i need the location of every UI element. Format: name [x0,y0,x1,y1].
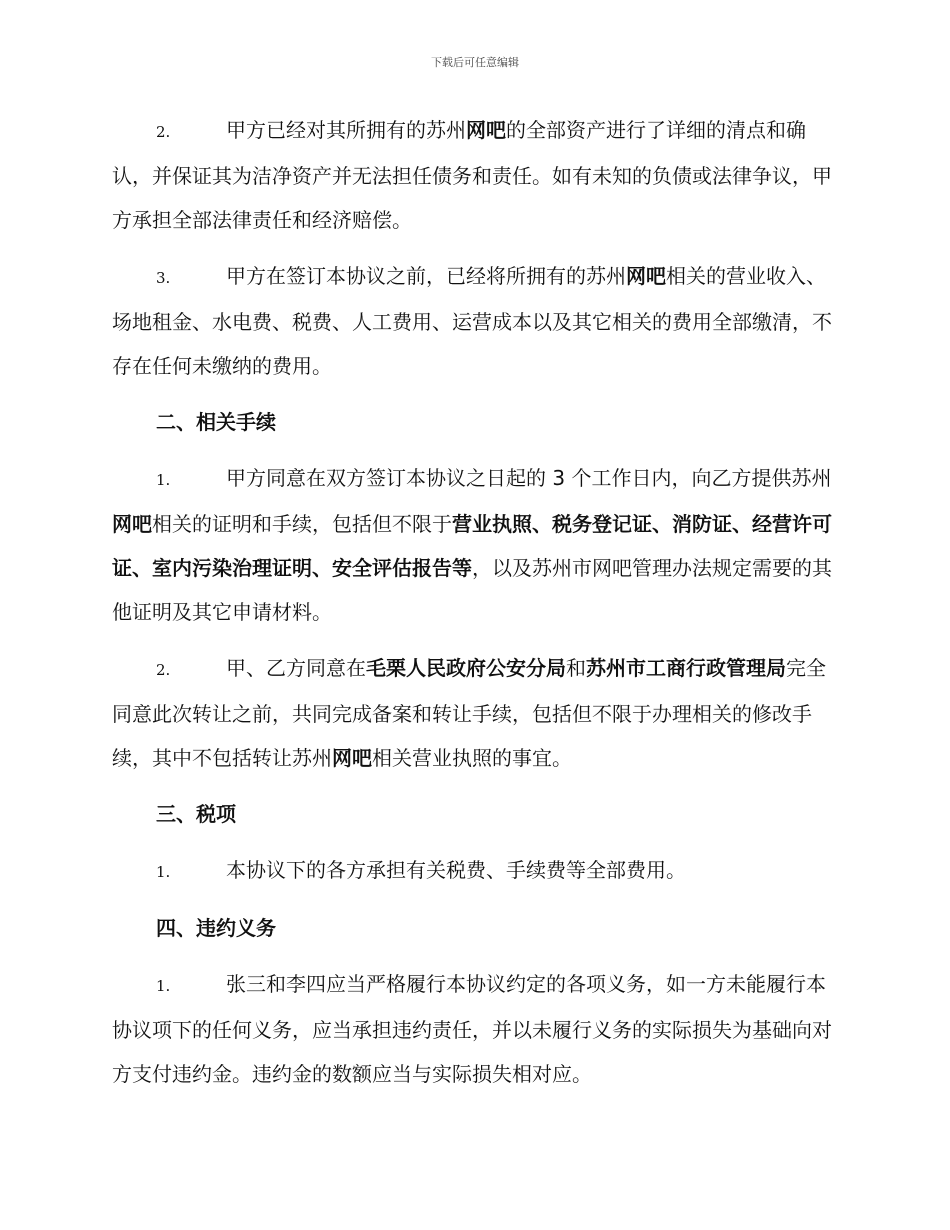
page-header: 下载后可任意编辑 [431,56,519,69]
clause-number: 1. [156,977,171,995]
bold-term: 营业执照、税务登记证、消防证、经营许可证、室内污染治理证明、安全评估报告等 [112,512,832,580]
clause-text: 相关营业执照的事宜。 [372,746,572,770]
clause-text: 甲方同意在双方签订本协议之日起的 3 个工作日内，向乙方提供苏州 [226,466,832,490]
clause-text: 甲方已经对其所拥有的苏州 [226,118,466,142]
clause-2-1 [112,456,838,634]
clause-text: 相关的营业收入、场地租金、水电费、税费、人工费用、运营成本以及其它相关的费用全部缴清，不存在任何未缴纳的费用。 [112,264,832,378]
clause-text: 本协议下的各方承担有关税费、手续费等全部费用。 [226,858,686,882]
clause-number: 2. [156,123,171,141]
bold-term: 苏州市工商行政管理局 [586,656,786,680]
clause-2-2 [112,646,838,780]
clause-number: 3. [156,269,171,287]
clause-text: ，以及苏州市网吧管理办法规定需要的其他证明及其它申请材料。 [112,556,832,624]
clause-1-2 [112,108,838,242]
clause-3-1 [112,848,838,894]
bold-term: 毛栗人民政府公安分局 [366,656,566,680]
bold-term: 网吧 [332,746,372,770]
clause-text: 完全同意此次转让之前，共同完成备案和转让手续，包括但不限于办理相关的修改手续，其中不包括转让苏州 [112,656,826,770]
clause-number: 2. [156,661,171,679]
clause-text: 甲、乙方同意在 [226,656,366,680]
clause-1-3 [112,254,838,388]
section-heading-tax: 三、税项 [156,802,236,826]
bold-term: 网吧 [466,118,506,142]
clause-4-1 [112,962,838,1096]
clause-text: 和 [566,656,586,680]
bold-term: 网吧 [112,512,152,536]
clause-text: 的全部资产进行了详细的清点和确认，并保证其为洁净资产并无法担任债务和责任。如有未知的负债或法律争议，甲方承担全部法律责任和经济赔偿。 [112,118,832,232]
clause-text: 相关的证明和手续，包括但不限于 [152,512,452,536]
document-body [112,108,838,1108]
clause-text: 甲方在签订本协议之前，已经将所拥有的苏州 [226,264,626,288]
bold-term: 网吧 [626,264,666,288]
clause-number: 1. [156,863,171,881]
section-heading-procedures: 二、相关手续 [156,410,276,434]
section-heading-breach: 四、违约义务 [156,916,276,940]
clause-number: 1. [156,471,171,489]
clause-text: 张三和李四应当严格履行本协议约定的各项义务，如一方未能履行本协议项下的任何义务，应当承担违约责任，并以未履行义务的实际损失为基础向对方支付违约金。违约金的数额应当与实际损失相对应。 [112,972,832,1086]
